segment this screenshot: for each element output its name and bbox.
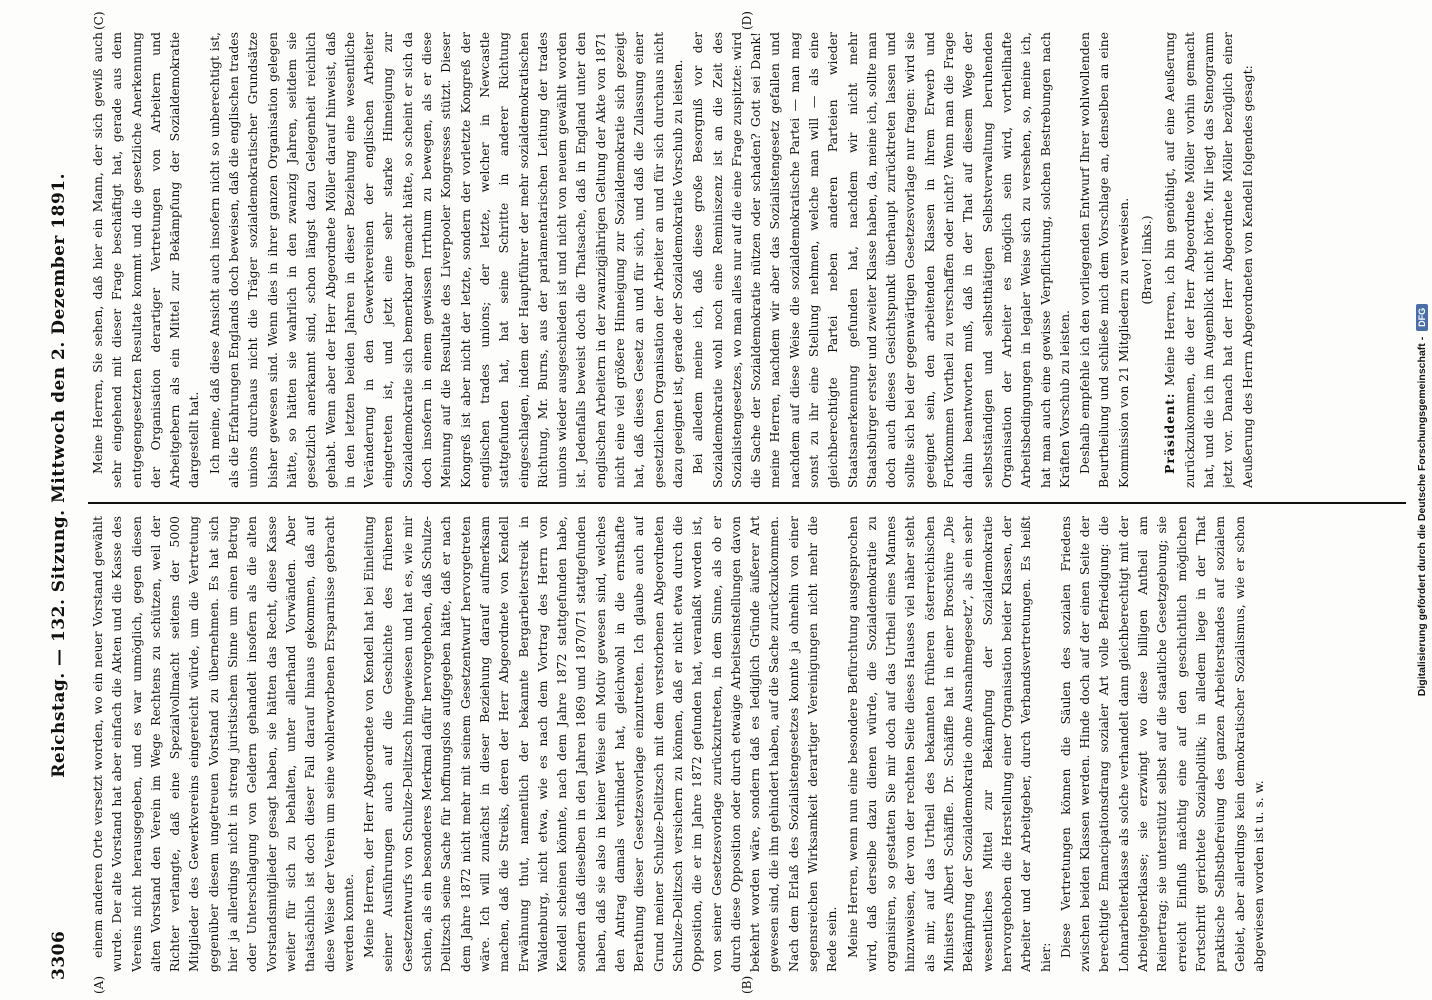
margin-marker-c: (C) [92, 11, 106, 30]
left-column [88, 516, 1402, 972]
paragraph: Meine Herren, wenn nun eine besondere Befürchtung ausgesprochen wird, daß derselbe dazu dienen würde, die Sozialdemokratie zu organisiren, so gestatten Sie mir doch auf das Urtheil eines Mannes hinzuweisen, der von der rechten Seite dieses Hauses viel näher steht als mir, auf das Urtheil des bekannten früheren österreichischen Ministers Albert Schäffle. Dr. Schäffle hat in einer Broschüre „Die Bekämpfung der Sozialdemokratie ohne Ausnahmegesetz“, als ein sehr wesentliches Mittel zur Bekämpfung der Sozialdemokratie hervorgehoben die Herstellung einer Organisation beider Klassen, der Arbeiter und der Arbeitgeber, durch Verbandsvertretungen. Es heißt hier: [844, 516, 1053, 972]
paragraph: Meine Herren, Sie sehen, daß hier ein Mann, der sich gewiß auch sehr eingehend mit dieser Frage beschäftigt hat, gerade aus dem entgegengesetzten Resultate kommt und die gesetzliche Anerkennung der Organisation derartiger Vertretungen von Arbeitern und Arbeitgebern als ein Mittel zur Bekämpfung der Sozialdemokratie dargestellt hat. [90, 32, 202, 488]
president-text: Meine Herren, ich bin genöthigt, auf eine Aeußerung zurückzukommen, die der Herr Abgeordnete Möller vorhin gemacht hat, und die ich im Augenblick nicht hörte. Mir liegt das Stenogramm jetzt vor. Danach hat der Herr Abgeordnete Möller bezüglich einer Aeußerung des Herrn Abgeordneten von Kendell folgendes gesagt: [1162, 32, 1255, 488]
president-paragraph [1160, 32, 1256, 488]
quoted-paragraph: Diese Vertretungen können die Säulen des sozialen Friedens zwischen beiden Klassen werden. Hinde doch auf der einen Seite der berechtigte Emancipationsdrang sozialer Art volle Befriedigung: die Lohnarbeiterklasse als solche verhandelt dann gleichberechtigt mit der Arbeitgeberklasse; sie erzwingt wo diese billigen Antheil am Reinertrag; sie unterstützt selbst auf die staatliche Gesetzgebung; sie erreicht Einfluß mächtig eine auf den geschichtlich möglichen Fortschritt gerichtete Sozialpolitik; in alledem liege in der That praktische Selbstbefreiung des ganzen Arbeiterstandes auf sozialem Gebiet, aber allerdings kein demokratischer Sozialismus, wie er schon abgewiesen worden ist u. s. w. [1057, 516, 1266, 972]
president-label: Präsident: [1162, 392, 1178, 474]
paragraph: Meine Herren, der Herr Abgeordnete von Kendell hat bei Einleitung seiner Ausführungen auch auf die Geschichte des früheren Gesetzentwurfs von Schulze-Delitzsch hingewiesen und hat es, wie mir schien, als ein besonderes Merkmal dafür hervorgehoben, daß Schulze-Delitzsch seine Sache für hoffnungslos aufgegeben hätte, daß er nach dem Jahre 1872 nicht mehr mit seinem Gesetzentwurf hervorgetreten wäre. Ich will zunächst in dieser Beziehung darauf aufmerksam machen, daß die Streiks, deren der Herr Abgeordnete von Kendell Erwähnung thut, namentlich der bekannte Bergarbeiterstreik in Waldenburg, nicht etwa, wie es nach dem Vortrag des Herrn von Kendell scheinen könnte, nach dem Jahre 1872 stattgefunden habe, sondern daß dieselben in den Jahren 1869 und 1870/71 stattgefunden haben, daß sie also in keiner Weise ein Motiv gewesen sind, welches den Antrag damals verhindert hat, gleichwohl in die ernsthafte Berathung dieser Gesetzesvorlage einzutreten. Ich glaube auch auf Grund meiner Schulze-Delitzsch mit dem verstorbenen Abgeordneten Schulze-Delitzsch versichern zu können, daß er nicht etwa durch die Opposition, die er im Jahre 1872 gefunden hat, veranlaßt worden ist, von seiner Gesetzesvorlage zurückzutreten, in dem Sinne, als ob er durch diese Opposition oder durch etwaige Arbeitseinstellungen davon bekehrt worden wäre, sondern daß es lediglich Gründe äußerer Art gewesen sind, die ihn gehindert haben, auf die Sache zurückzukommen. Nach dem Erlaß des Sozialistengesetzes konnte ja ohnehin von einer segensreichen Wirksamkeit derartiger Vereinigungen nicht mehr die Rede sein. [361, 516, 840, 972]
right-column [88, 32, 1402, 488]
paragraph: Ich meine, daß diese Ansicht auch insofern nicht so unberechtigt ist, als die Erfahrungen Englands doch beweisen, daß die englischen trades unions durchaus nicht die Träger sozialdemokratischer Grundsätze bisher gewesen sind. Wenn dies in ihrer ganzen Organisation gelegen hätte, so hätten sie wahrlich in den zwanzig Jahren, seitdem sie gesetzlich anerkannt sind, schon längst dazu Gelegenheit reichlich gehabt. Wenn aber der Herr Abgeordnete Möller darauf hinweist, daß in den letzten beiden Jahren in dieser Beziehung eine wesentliche Veränderung in den Gewerkvereinen der englischen Arbeiter eingetreten ist, und jetzt eine sehr starke Hinneigung zur Sozialdemokratie sich bemerkbar gemacht hätte, so scheint er sich da doch insofern in einem gewissen Irrthum zu bewegen, als er diese Meinung auf die Resultate des Liverpooler Kongresses stützt. Dieser Kongreß ist aber nicht der letzte, sondern der vorletzte Kongreß der englischen trades unions; der letzte, welcher in Newcastle stattgefunden hat, hat seine Schritte in anderer Richtung eingeschlagen, indem der Hauptführer der mehr sozialdemokratischen Richtung, Mr. Burns, aus der parlamentarischen Leitung der trades unions wieder ausgeschieden ist und nicht von neuem gewählt worden ist. Jedenfalls beweist doch die Thatsache, daß in England unter den englischen Arbeitern in der zwanzigjährigen Geltung der Akte von 1871 nicht eine viel größere Hinneigung zur Sozialdemokratie sich gezeigt hat, daß dieses Gesetz an und für sich, und daß die Zulassung einer gesetzlichen Organisation der Arbeiter an und für sich durchaus nicht dazu geeignet ist, gerade der Sozialdemokratie Vorschub zu leisten. [206, 32, 685, 488]
paragraph: Deshalb empfehle ich den vorliegenden Entwurf Ihrer wohlwollenden Beurtheilung und schließe mich dem Vorschlage an, denselben an eine Kommission von 21 Mitgliedern zu verweisen. [1077, 32, 1131, 488]
digitization-credit: Digitalisierung gefördert durch die Deutsche Forschungsgemeinschaft - [1416, 336, 1428, 697]
paragraph: Bei alledem meine ich, daß diese große Besorgniß vor der Sozialdemokratie wohl noch eine Reminiszenz ist an die Zeit des Sozialistengesetzes, wo man alles nur auf die eine Frage zuspitzte: wird die Sache der Sozialdemokratie nützen oder schaden? Gott sei Dank! meine Herren, nachdem wir aber das Sozialistengesetz gefallen und nachdem auf diese Weise die sozialdemokratische Partei — man mag sonst zu ihr eine Stellung nehmen, welche man will — als eine gleichberechtigte Partei neben anderen Parteien wieder Staatsanerkennung gefunden hat, nachdem wir nicht mehr Staatsbürger erster und zweiter Klasse haben, da, meine ich, sollte man doch auch dieses Gesichtspunkt überhaupt zurücktreten lassen und sollte sich bei der gegenwärtigen Gesetzesvorlage nur fragen: wird sie geeignet sein, den arbeitenden Klassen in ihrem Erwerb und Fortkommen Vortheil zu verschaffen oder nicht? Wenn man die Frage dahin beantworten muß, daß in der That auf diesem Wege der selbstständigen und selbstthätigen Selbstverwaltung beruhenden Organisation der Arbeiter es möglich sein wird, vortheilhafte Arbeitsbedingungen in legaler Weise sich zu versehen, so, meine ich, hat man auch eine gewisse Verpflichtung, solchen Bestrebungen nach Kräften Vorschub zu leisten. [690, 32, 1072, 488]
page-number: 3306 [49, 930, 69, 980]
page-header [42, 20, 76, 980]
margin-marker-b: (B) [740, 975, 754, 994]
column-divider [88, 502, 1406, 504]
paragraph: einem anderen Orte versetzt worden, wo ein neuer Vorstand gewählt wurde. Der alte Vorstand hat aber einfach die Akten und die Kasse des Vereins nicht herausgegeben, und es war unmöglich, gegen diesen alten Vorstand den Verein im Wege Rechtens zu schützen, weil der Richter verlangte, daß eine Spezialvollmacht seitens der 5000 Mitglieder des Gewerkvereins eingereicht würde, um die Vertretung gegenüber diesem ungetreuen Vorstand zu übernehmen. Es hat sich hier ja allerdings nicht in streng juristischem Sinne um einen Betrug oder Unterschlagung von Geldern gehandelt insofern als die alten Vorstandsmitglieder gesagt haben, sie hätten das Recht, diese Kasse weiter für sich zu behalten, unter allerhand Vorwänden. Aber thatsächlich ist doch dieser Fall darauf hinaus gekommen, daß auf diese Weise der Verein um seine wohlerworbenen Ersparnisse gebracht werden konnte. [90, 516, 356, 972]
applause-note: (Bravo! links.) [1139, 215, 1155, 305]
margin-marker-a: (A) [92, 975, 106, 994]
margin-marker-d: (D) [740, 11, 754, 30]
running-head: Reichstag. — 132. Sitzung. Mittwoch den 2. Dezember 1891. [49, 172, 69, 778]
footer-strip [1413, 0, 1431, 1000]
dfg-logo: DFG [1416, 304, 1428, 331]
